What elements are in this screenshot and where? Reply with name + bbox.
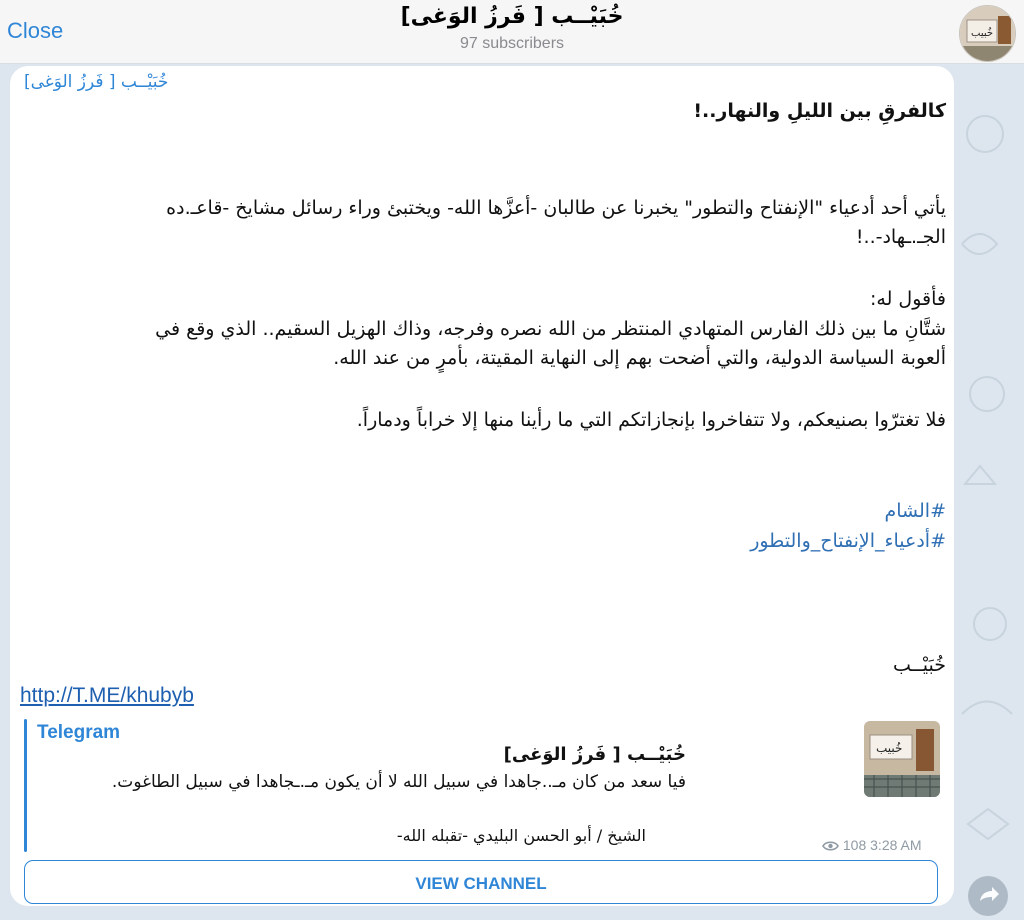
link-preview-thumbnail[interactable] (864, 721, 940, 797)
chat-header (0, 0, 1024, 64)
message-sender[interactable]: خُبَيْــب [ فَرزُ الوَغى] (24, 72, 169, 92)
channel-link[interactable]: http://T.ME/khubyb (20, 684, 194, 707)
channel-title: خُبَيْــب [ فَرزُ الوَغى] (400, 4, 624, 29)
message-meta (822, 837, 922, 853)
views-eye-icon (822, 840, 839, 852)
message-paragraph2-line1: فأقول له: (870, 288, 946, 310)
share-button[interactable] (968, 876, 1008, 916)
message-paragraph2-line2: شتَّانِ ما بين ذلك الفارس المتهادي المنتظر من الله نصره وفرجه، وذاك الهزيل السقيم.. الذي وقع في (155, 318, 946, 340)
message-signature: خُبَيْــب (892, 654, 946, 676)
link-preview-author: الشيخ / أبو الحسن البليدي -تقبله الله- (396, 826, 646, 845)
close-button[interactable]: Close (7, 18, 64, 43)
hashtag-sham[interactable]: #الشام (884, 500, 946, 522)
message-paragraph1-line1: يأتي أحد أدعياء "الإنفتاح والتطور" يخبرنا عن طالبان -أعزَّها الله- ويختبئ وراء رسائل مشايخ -قاعـ.ده (166, 197, 946, 219)
link-preview-accent-bar (24, 719, 27, 852)
thumbnail-logo-text: خُبيب (876, 741, 903, 755)
message-heading: كالفرقِ بين الليلِ والنهار..! (693, 100, 946, 122)
message-paragraph2-line3: ألعوبة السياسة الدولية، والتي أضحت بهم إلى النهاية المقيتة، بأمرٍ من عند الله. (333, 347, 946, 369)
link-preview-title: خُبَيْــب [ فَرزُ الوَغى] (503, 744, 686, 765)
message-time: 3:28 AM (870, 837, 922, 853)
message-paragraph1-line2: الجـ.ـهاد-..! (855, 226, 946, 248)
share-arrow-icon (968, 876, 1008, 916)
channel-avatar[interactable] (959, 5, 1016, 62)
hashtag-openness[interactable]: #أدعياء_الإنفتاح_والتطور (750, 530, 946, 552)
avatar-logo-text: خُبيب (971, 28, 994, 39)
subscriber-count: 97 subscribers (459, 35, 565, 52)
link-preview-site-name: Telegram (37, 722, 121, 743)
view-channel-button[interactable]: VIEW CHANNEL (24, 860, 938, 904)
message-paragraph3: فلا تغترّوا بصنيعكم، ولا تتفاخروا بإنجازاتكم التي ما رأينا منها إلا خراباً ودماراً. (356, 409, 946, 431)
views-count: 108 (842, 837, 867, 853)
link-preview-description: فيا سعد من كان مـ..جاهدا في سبيل الله لا أن يكون مـ.ـجاهدا في سبيل الطاغوت. (111, 772, 686, 792)
